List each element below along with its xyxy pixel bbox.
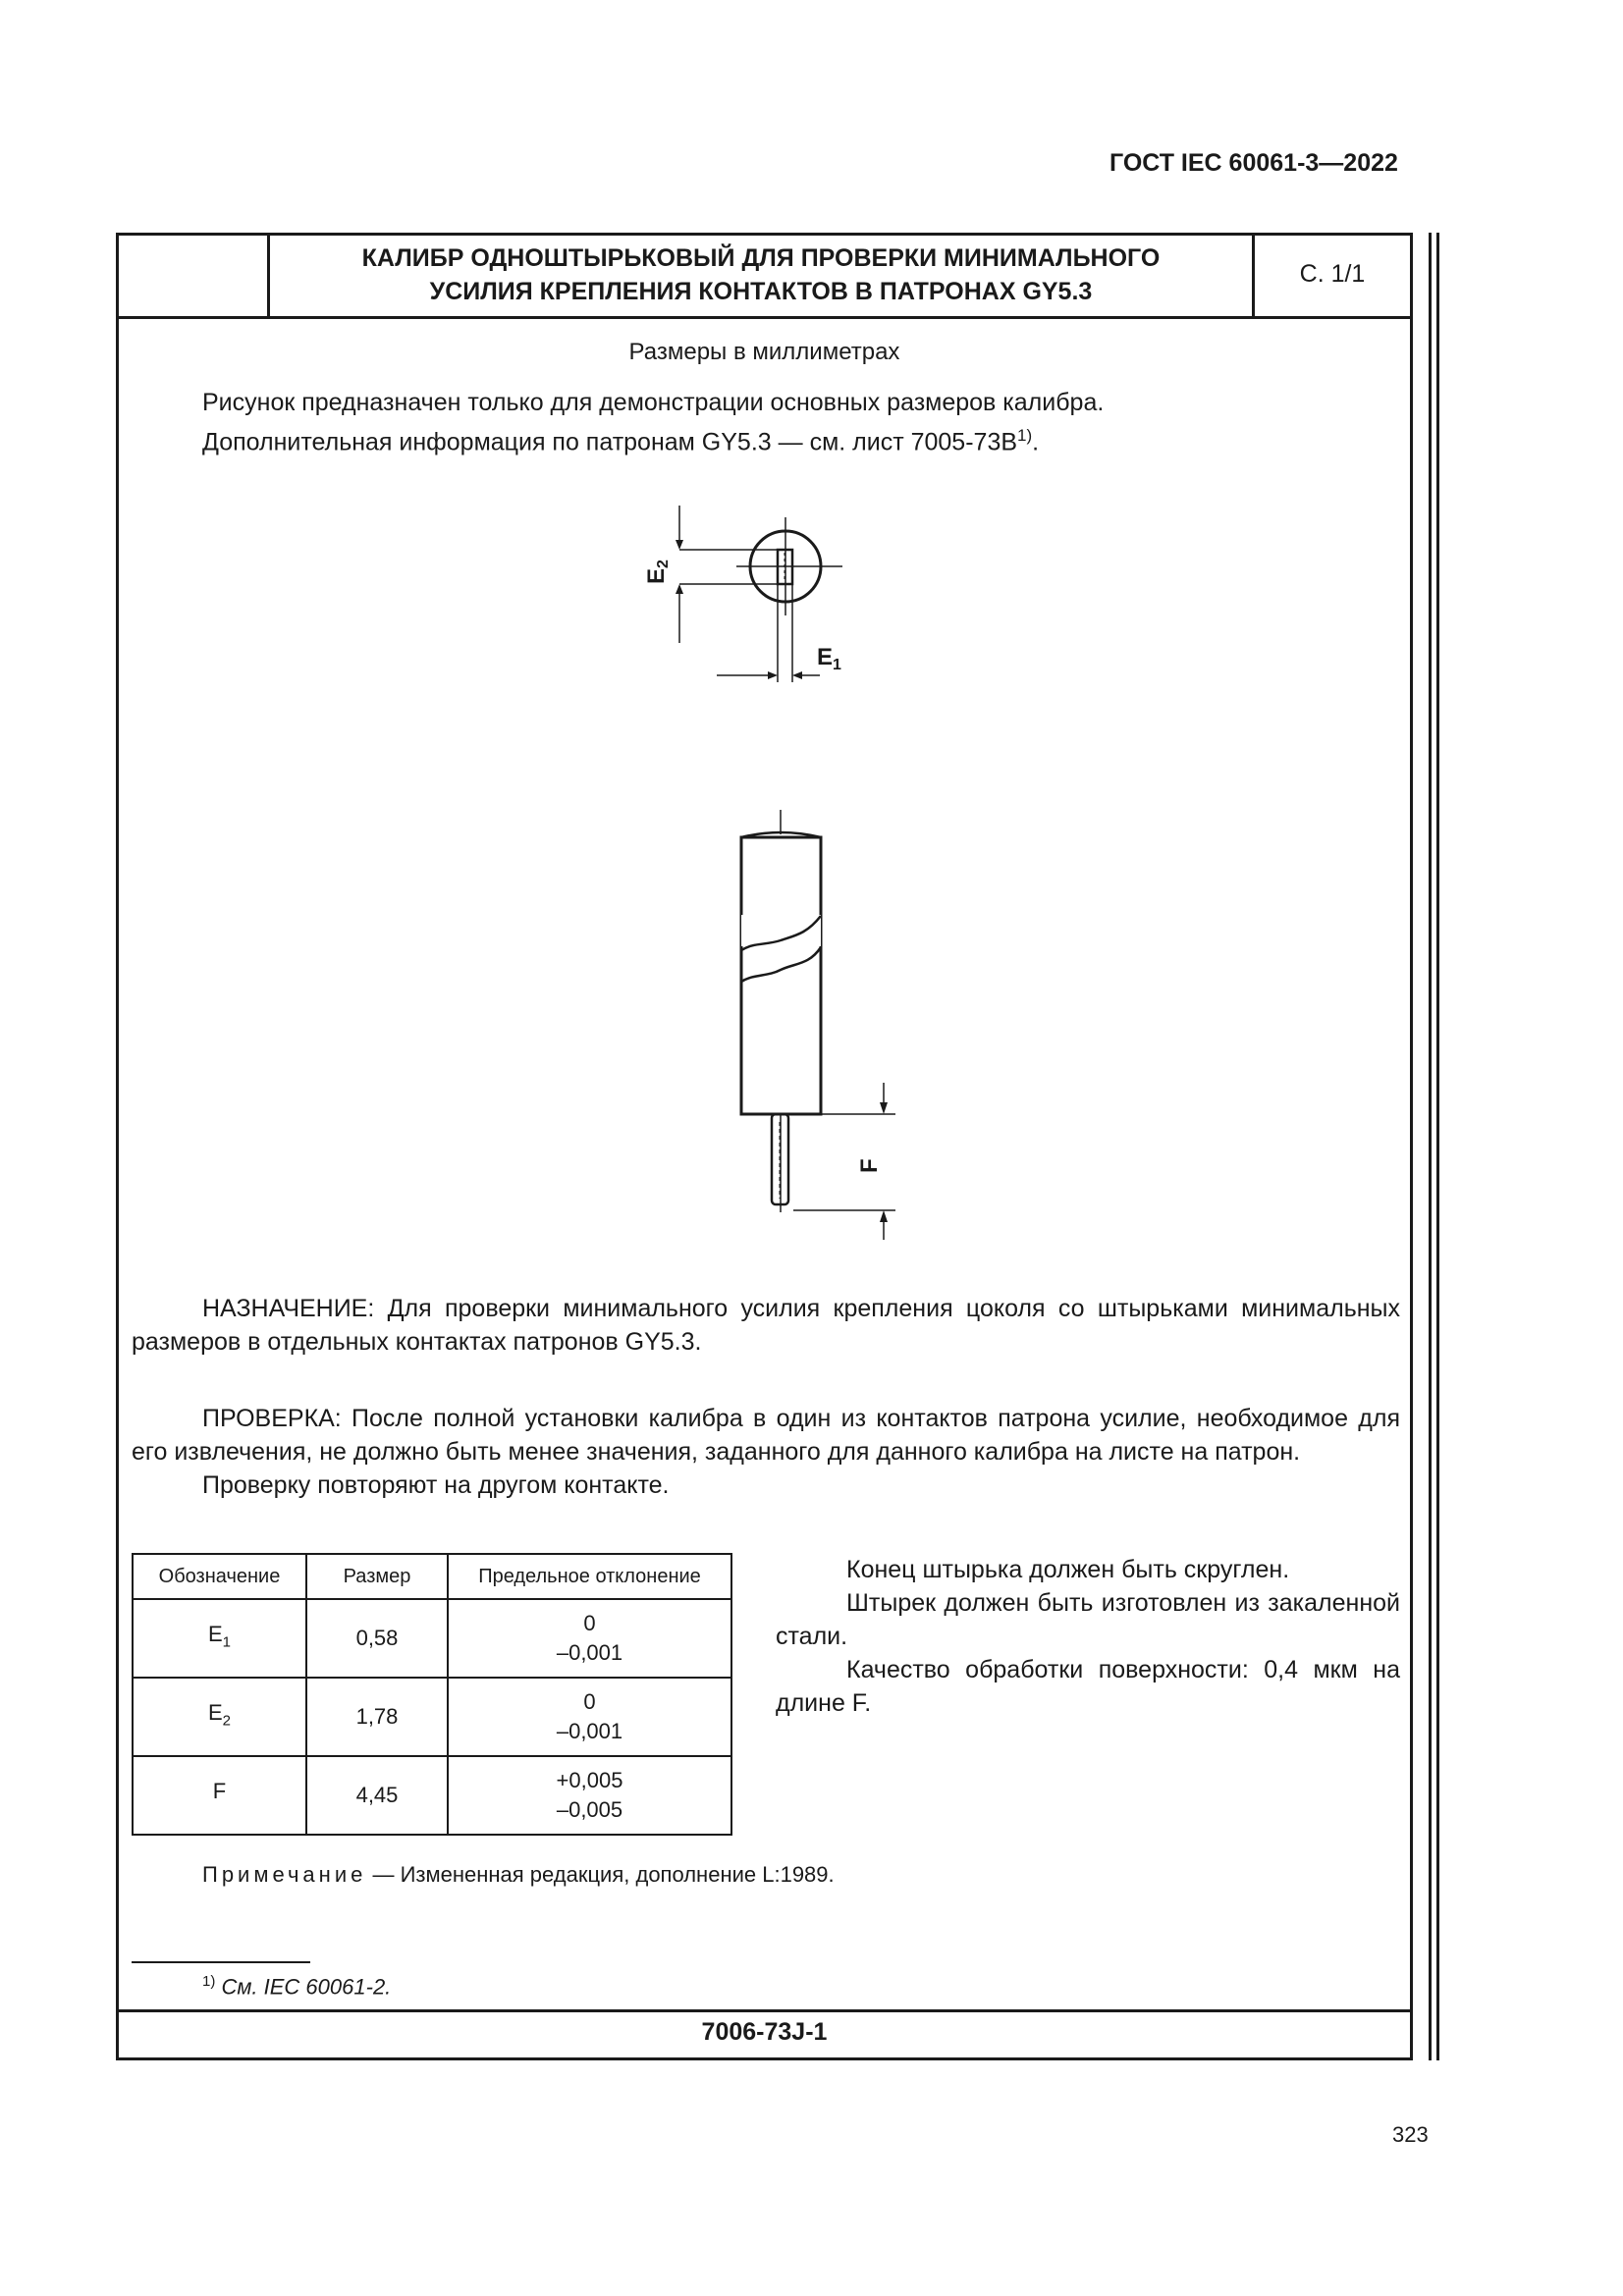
cell-size: 4,45 bbox=[306, 1756, 448, 1835]
column-header-designation: Обозначение bbox=[133, 1554, 306, 1599]
sheet-number: С. 1/1 bbox=[1252, 233, 1410, 316]
footnote-ref: 1) bbox=[1017, 426, 1033, 445]
svg-text:E2 bbox=[643, 560, 672, 584]
remark-note bbox=[202, 1862, 835, 1888]
svg-text:E1 bbox=[817, 644, 841, 673]
frame-margin-line-2 bbox=[1436, 233, 1439, 2060]
cell-designation: $E_1$ bbox=[133, 1599, 306, 1678]
intro-text bbox=[202, 386, 1331, 458]
dim-label-e2-sub: 2 bbox=[655, 560, 672, 568]
table-row bbox=[133, 1756, 731, 1835]
table-row bbox=[133, 1599, 731, 1678]
remark-label: Примечание bbox=[202, 1862, 367, 1887]
remark-text: — Измененная редакция, дополнение L:1989. bbox=[366, 1862, 835, 1887]
document-id: ГОСТ IEC 60061-3—2022 bbox=[1109, 149, 1398, 177]
intro-line-1: Рисунок предназначен только для демонстрации основных размеров калибра. bbox=[202, 389, 1105, 416]
footnote-divider bbox=[132, 1961, 310, 1963]
frame-margin-line-1 bbox=[1429, 233, 1432, 2060]
check-paragraph bbox=[132, 1402, 1400, 1502]
check-repeat: Проверку повторяют на другом контакте. bbox=[202, 1471, 670, 1499]
sheet-code: 7006-73J-1 bbox=[701, 2018, 828, 2046]
footnote: $^{1)}$ См. IEC 60061-2. bbox=[202, 1973, 392, 2000]
purpose-paragraph: НАЗНАЧЕНИЕ: Для проверки минимального усилия крепления цоколя со штырьками минимальных размеров в отдельных контактах патронов GY5.3. bbox=[132, 1295, 1400, 1356]
cell-tolerance: 0 –0,001 bbox=[448, 1599, 731, 1678]
gauge-notes bbox=[776, 1553, 1400, 1720]
cell-designation: F bbox=[133, 1756, 306, 1835]
column-header-size: Размер bbox=[306, 1554, 448, 1599]
dim-label-e1: E bbox=[817, 644, 834, 670]
gauge-side-view-drawing bbox=[727, 810, 923, 1242]
column-header-tolerance: Предельное отклонение bbox=[448, 1554, 731, 1599]
note-item: Качество обработки поверхности: 0,4 мкм на длине F. bbox=[776, 1656, 1400, 1717]
sheet-title bbox=[270, 233, 1252, 316]
check-text: ПРОВЕРКА: После полной установки калибра в один из контактов патрона усилие, необходимое для его извлечения, не должно быть менее значения, заданного для данного калибра на листе на патрон. bbox=[132, 1405, 1400, 1466]
sheet-title-line-1: КАЛИБР ОДНОШТЫРЬКОВЫЙ ДЛЯ ПРОВЕРКИ МИНИМАЛЬНОГО bbox=[361, 243, 1161, 272]
table-header-row bbox=[133, 1554, 731, 1599]
dim-label-e2: E bbox=[643, 567, 670, 584]
cell-tolerance: 0 –0,001 bbox=[448, 1678, 731, 1756]
sheet-header bbox=[116, 233, 1413, 319]
cell-size: 0,58 bbox=[306, 1599, 448, 1678]
table-row bbox=[133, 1678, 731, 1756]
note-item: Штырек должен быть изготовлен из закаленной стали. bbox=[776, 1589, 1400, 1650]
note-item: Конец штырька должен быть скруглен. bbox=[846, 1556, 1290, 1583]
dim-label-e1-sub: 1 bbox=[833, 657, 841, 673]
dim-label-f: F bbox=[856, 1158, 883, 1173]
page-number: 323 bbox=[1392, 2122, 1429, 2147]
units-note: Размеры в миллиметрах bbox=[628, 339, 900, 365]
intro-line-2: Дополнительная информация по патронам GY5.3 — см. лист $7005-73B^{1)}$. bbox=[202, 426, 1040, 456]
header-empty-cell bbox=[116, 233, 270, 316]
cell-tolerance: +0,005 –0,005 bbox=[448, 1756, 731, 1835]
footer-divider bbox=[116, 2009, 1413, 2012]
cell-size: 1,78 bbox=[306, 1678, 448, 1756]
dimensions-table bbox=[132, 1553, 732, 1836]
gauge-end-view-drawing bbox=[628, 486, 884, 692]
sheet-title-line-2: УСИЛИЯ КРЕПЛЕНИЯ КОНТАКТОВ В ПАТРОНАХ GY5.3 bbox=[429, 277, 1093, 305]
cell-designation: $E_2$ bbox=[133, 1678, 306, 1756]
